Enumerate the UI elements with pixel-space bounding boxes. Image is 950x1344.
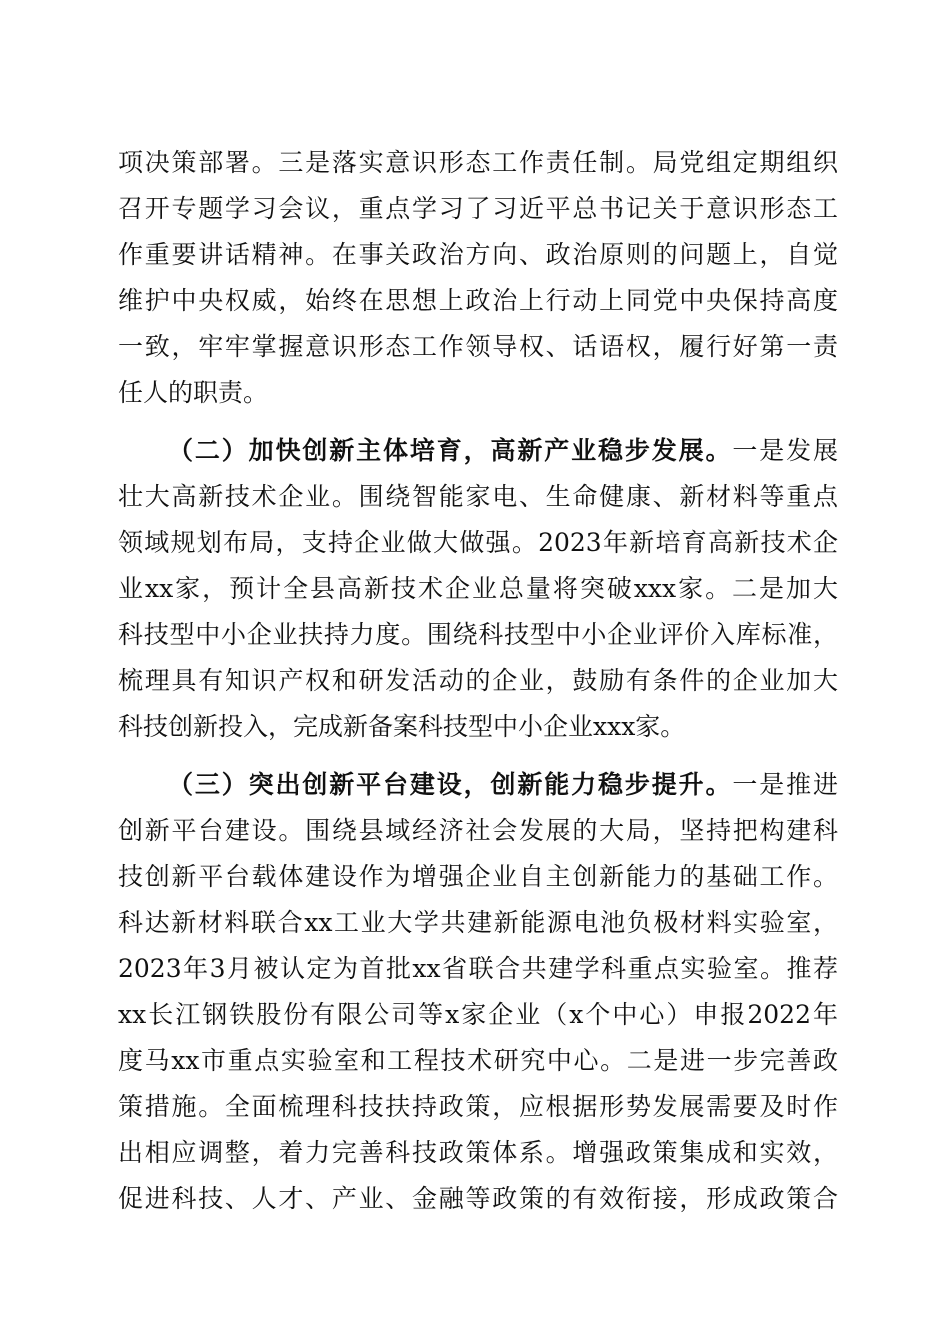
text-line: 度马xx市重点实验室和工程技术研究中心。二是进一步完善政 xyxy=(118,1046,838,1075)
text-line: 壮大高新技术企业。围绕智能家电、生命健康、新材料等重点 xyxy=(118,482,838,511)
text-line xyxy=(118,428,838,474)
section-heading: （二）加快创新主体培育，高新产业稳步发展。 xyxy=(168,436,733,465)
text-line: 科达新材料联合xx工业大学共建新能源电池负极材料实验室， xyxy=(118,908,838,937)
paragraph-innovation-entities xyxy=(118,428,838,750)
text-run: 一是发展 xyxy=(732,436,838,465)
paragraph-innovation-platforms xyxy=(118,762,838,1222)
text-line: 梳理具有知识产权和研发活动的企业，鼓励有条件的企业加大 xyxy=(118,666,838,695)
text-line: 科技型中小企业扶持力度。围绕科技型中小企业评价入库标准， xyxy=(118,620,838,649)
text-line: 一致，牢牢掌握意识形态工作领导权、话语权，履行好第一责 xyxy=(118,332,838,361)
text-line: 作重要讲话精神。在事关政治方向、政治原则的问题上，自觉 xyxy=(118,240,838,269)
section-heading: （三）突出创新平台建设，创新能力稳步提升。 xyxy=(168,770,733,799)
text-line: 业xx家，预计全县高新技术企业总量将突破xxx家。二是加大 xyxy=(118,574,838,603)
text-line: 领域规划布局，支持企业做大做强。2023年新培育高新技术企 xyxy=(118,528,838,557)
text-line: 创新平台建设。围绕县域经济社会发展的大局，坚持把构建科 xyxy=(118,816,838,845)
text-line: 科技创新投入，完成新备案科技型中小企业xxx家。 xyxy=(118,712,686,741)
text-line: 2023年3月被认定为首批xx省联合共建学科重点实验室。推荐 xyxy=(118,954,838,983)
text-line xyxy=(118,762,838,808)
body-text xyxy=(118,140,838,1222)
text-line: 任人的职责。 xyxy=(118,378,269,407)
text-line: 项决策部署。三是落实意识形态工作责任制。局党组定期组织 xyxy=(118,148,838,177)
text-line: 维护中央权威，始终在思想上政治上行动上同党中央保持高度 xyxy=(118,286,838,315)
text-line: 出相应调整，着力完善科技政策体系。增强政策集成和实效， xyxy=(118,1138,838,1167)
text-line: 策措施。全面梳理科技扶持政策，应根据形势发展需要及时作 xyxy=(118,1092,838,1121)
paragraph-party-ideology xyxy=(118,140,838,416)
text-line: 促进科技、人才、产业、金融等政策的有效衔接，形成政策合 xyxy=(118,1184,838,1213)
text-line: 技创新平台载体建设作为增强企业自主创新能力的基础工作。 xyxy=(118,862,838,891)
text-line: xx长江钢铁股份有限公司等x家企业（x个中心）申报2022年 xyxy=(118,1000,838,1029)
text-run: 一是推进 xyxy=(732,770,838,799)
text-line: 召开专题学习会议，重点学习了习近平总书记关于意识形态工 xyxy=(118,194,838,223)
